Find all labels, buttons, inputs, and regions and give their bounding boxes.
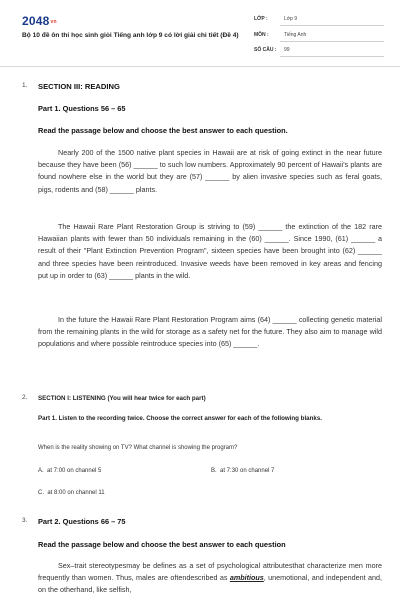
option-c[interactable]: C. at 8:00 on channel 11 [38, 490, 105, 496]
passage-paragraph-1: Sex–trait stereotypesmay be defines as a set of psychological attributesthat characterize men more frequently than women. Thus, males are oftendescribed as ambitious, unemotional, and independent and, on the otherhand, like selfish, [38, 561, 382, 595]
question-block-3 [22, 517, 382, 600]
meta-grade [254, 14, 384, 26]
meta-subject [254, 30, 384, 42]
meta-underline [280, 41, 384, 42]
meta-subject-label: MÔN : [254, 32, 269, 38]
logo-suffix: vn [50, 19, 57, 25]
question-block-2 [22, 394, 382, 504]
question-number: 3. [22, 517, 28, 524]
option-b[interactable]: B. at 7:30 on channel 7 [211, 468, 275, 474]
part-heading: Part 2. Questions 66 – 75 [38, 517, 126, 526]
meta-grade-value: Lớp 9 [284, 16, 298, 22]
question-text: When is the reality showing on TV? What channel is showing the program? [38, 445, 238, 451]
meta-grade-label: LỚP : [254, 16, 268, 22]
question-number: 2. [22, 394, 28, 401]
meta-subject-value: Tiếng Anh [284, 32, 307, 38]
meta-count-label: SỐ CÂU : [254, 47, 277, 53]
passage-paragraph-1: Nearly 200 of the 1500 native plant species in Hawaii are at risk of going extinct in the near future because they have been (56) ______ to such low numbers. Approximately 90 percent of Hawaii's plants are found nowhere else in the world but they are (57) ______ by alien invasive species such as feral goats, pigs, rodents and (58) ______ plants. [38, 148, 382, 194]
document-title: Bộ 10 đề ôn thi học sinh giỏi Tiếng anh lớp 9 có lời giải chi tiết (Đề 4) [22, 32, 239, 39]
question-number: 1. [22, 82, 28, 89]
passage-paragraph-3: In the future the Hawaii Rare Plant Restoration Program aims (64) ______ collecting genetic material from the remaining plants in the wild for storage as a safety net for the future. They also aim to manage wild populations and where possible reintroduce species into (65) ______. [38, 315, 382, 349]
instruction-text: Part 1. Listen to the recording twice. Choose the correct answer for each of the following blanks. [38, 415, 322, 422]
emphasized-word: ambitious [229, 573, 264, 583]
question-block-1 [22, 82, 382, 382]
section-heading: SECTION III: READING [38, 82, 120, 91]
instruction-text: Read the passage below and choose the best answer to each question. [38, 126, 288, 135]
option-a[interactable]: A. at 7:00 on channel 5 [38, 468, 102, 474]
document-header [0, 0, 400, 67]
site-logo[interactable]: $2048_{vn}$ [22, 14, 57, 28]
part-heading: Part 1. Questions 56 – 65 [38, 104, 126, 113]
passage-paragraph-2: The Hawaii Rare Plant Restoration Group is striving to (59) ______ the extinction of the 182 rare Hawaiian plants with fewer than 50 individuals remaining in the (60) ______. Since 1990, (61) ______ a result of their "Plant Extinction Prevention Program", sixteen species have been brought into (62) ______ and three species have been reintroduced. Invasive weeds have been removed in key areas and fencing put up in order to (63) ______ plants in the wild. [38, 222, 382, 280]
meta-question-count [254, 45, 384, 57]
instruction-text: Read the passage below and choose the best answer to each question [38, 540, 286, 549]
section-heading: SECTION I: LISTENING (You will hear twice for each part) [38, 395, 206, 402]
meta-underline [280, 25, 384, 26]
meta-underline [280, 56, 384, 57]
meta-count-value: 99 [284, 47, 290, 53]
